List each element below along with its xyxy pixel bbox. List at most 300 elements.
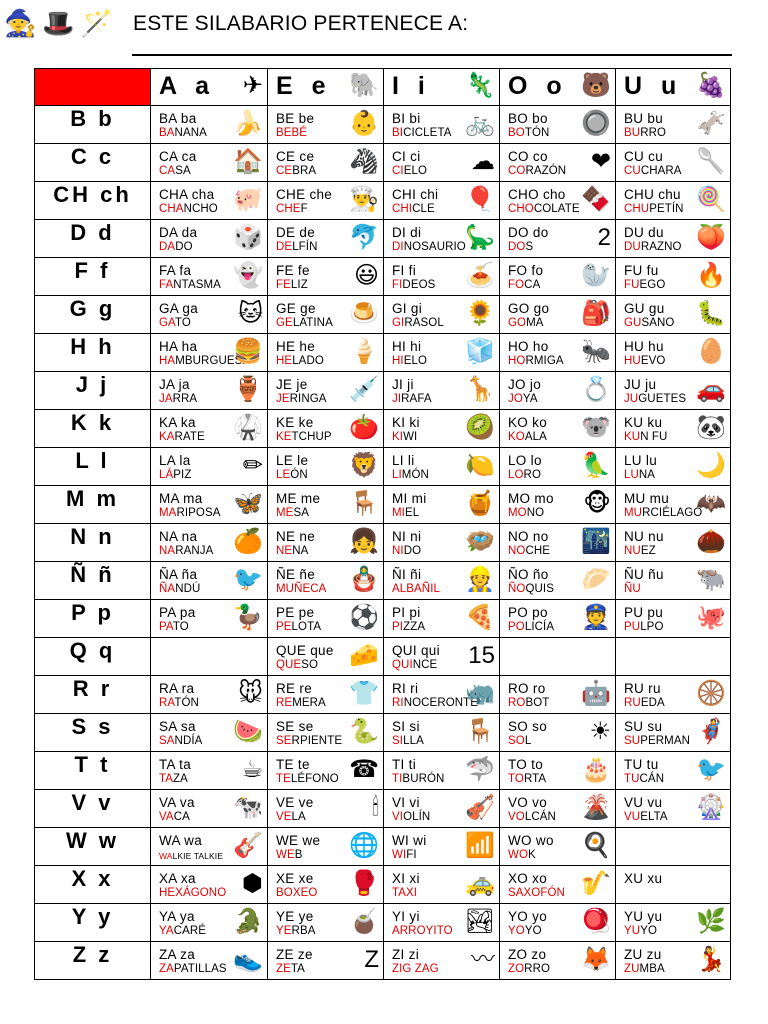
worm-icon: 🐛 xyxy=(696,300,726,327)
lemon-icon: 🍋 xyxy=(465,452,495,479)
word-rest: S xyxy=(525,241,534,253)
example-word xyxy=(392,469,429,481)
consonant-label: B b xyxy=(70,106,115,131)
word-rest: CA xyxy=(173,811,190,823)
word-highlight: GA xyxy=(159,317,175,329)
syllable-cell xyxy=(384,828,500,866)
word-rest: NCE xyxy=(412,659,438,671)
word-rest: RANJA xyxy=(175,545,214,557)
syllable-cell xyxy=(500,220,616,258)
word-highlight: MO xyxy=(508,507,527,519)
word-highlight: WO xyxy=(508,849,528,861)
banana-icon: 🍌 xyxy=(233,110,263,137)
consonant-label-cell xyxy=(35,600,151,638)
syllable-text: LA la xyxy=(159,453,191,468)
word-highlight: WA xyxy=(159,851,173,861)
example-word xyxy=(159,735,202,747)
word-rest: NDÍA xyxy=(174,735,203,747)
table-row xyxy=(35,144,731,182)
syllable-text: CA ca xyxy=(159,149,197,164)
word-highlight: FO xyxy=(508,279,525,291)
word-highlight: LO xyxy=(508,469,524,481)
syllable-cell xyxy=(268,676,384,714)
syllable-cell xyxy=(616,562,731,600)
word-rest: SA xyxy=(175,165,191,177)
example-word xyxy=(624,773,664,785)
dolphin-icon: 🐬 xyxy=(349,224,379,251)
yerba-icon: 🧉 xyxy=(349,908,379,935)
example-word xyxy=(508,583,554,595)
mouse-icon: 🐭 xyxy=(237,680,263,707)
syllable-cell xyxy=(616,220,731,258)
example-word xyxy=(276,317,333,329)
airplane-icon: ✈ xyxy=(242,72,263,99)
table-row xyxy=(35,524,731,562)
word-highlight: RE xyxy=(276,697,293,709)
syllable-cell xyxy=(616,410,731,448)
syllable-text: RI ri xyxy=(392,681,419,696)
syllable-text: YA ya xyxy=(159,909,195,924)
word-rest: TO xyxy=(174,317,191,329)
word-rest: RAFA xyxy=(401,393,432,405)
word-rest: DEOS xyxy=(402,279,436,291)
syllable-cell xyxy=(268,524,384,562)
example-word xyxy=(159,469,191,481)
syllable-text: YO yo xyxy=(508,909,548,924)
example-word xyxy=(508,773,546,785)
syllable-cell xyxy=(384,296,500,334)
syllable-text: RU ru xyxy=(624,681,661,696)
karate-icon: 🥋 xyxy=(233,414,263,441)
word-rest: RATE xyxy=(174,431,205,443)
example-word xyxy=(276,583,326,595)
syllable-cell xyxy=(616,106,731,144)
lollipop-icon: 🍭 xyxy=(696,186,726,213)
word-rest: NCHO xyxy=(183,203,218,215)
chair-icon: 🪑 xyxy=(465,718,495,745)
word-highlight: JU xyxy=(624,393,639,405)
yoyo-icon: 🪀 xyxy=(581,908,611,935)
example-word xyxy=(624,127,666,139)
example-word xyxy=(392,735,424,747)
table-row xyxy=(35,448,731,486)
name-blank-line xyxy=(132,54,732,56)
word-highlight: SO xyxy=(508,735,525,747)
syllable-text: NA na xyxy=(159,529,198,544)
word-highlight: GO xyxy=(508,317,527,329)
syllable-cell xyxy=(500,828,616,866)
syllable-text: JO jo xyxy=(508,377,542,392)
magician-icon: 🪄 xyxy=(80,8,114,38)
syllable-text: CHU chu xyxy=(624,187,681,202)
table-row xyxy=(35,714,731,752)
page-header xyxy=(0,0,768,68)
syllable-cell xyxy=(616,486,731,524)
consonant-label: S s xyxy=(71,714,114,739)
syllable-text: KO ko xyxy=(508,415,548,430)
word-highlight: PI xyxy=(392,621,404,633)
syllable-text: MU mu xyxy=(624,491,669,506)
word-rest: EL xyxy=(404,507,420,519)
consonant-label: Ñ ñ xyxy=(70,562,115,587)
word-rest: RO xyxy=(523,469,541,481)
number-two-icon: 2 xyxy=(597,224,611,251)
zumba-icon: 💃 xyxy=(696,946,726,973)
syllable-cell xyxy=(384,334,500,372)
word-highlight: MI xyxy=(392,507,405,519)
nest-icon: 🪺 xyxy=(465,528,495,555)
example-word xyxy=(624,583,641,595)
word-highlight: YA xyxy=(159,925,174,937)
word-rest: LA xyxy=(291,811,306,823)
syllable-cell xyxy=(384,676,500,714)
syllable-text: PA pa xyxy=(159,605,196,620)
example-word xyxy=(392,203,435,215)
example-word xyxy=(392,583,440,595)
syllable-cell xyxy=(151,676,268,714)
consonant-label-cell xyxy=(35,372,151,410)
magician-icon: 🧙 xyxy=(4,8,37,38)
wifi-icon: 📶 xyxy=(465,832,495,859)
orange-icon: 🍊 xyxy=(233,528,263,555)
word-rest: BOT xyxy=(525,697,550,709)
cat-icon: 🐱 xyxy=(237,300,263,327)
syllable-cell xyxy=(616,296,731,334)
word-rest: YO xyxy=(524,925,542,937)
word-rest: RAZÓN xyxy=(525,165,567,177)
word-highlight: HA xyxy=(159,355,176,367)
example-word xyxy=(276,545,308,557)
example-word xyxy=(159,621,189,633)
word-highlight: NI xyxy=(392,545,404,557)
word-highlight: LI xyxy=(392,469,402,481)
panda-icon: 🐼 xyxy=(696,414,726,441)
syllable-cell xyxy=(500,904,616,942)
word-rest: PETÍN xyxy=(649,203,684,215)
word-highlight: BU xyxy=(624,127,641,139)
syllable-cell xyxy=(384,410,500,448)
syllable-cell xyxy=(384,524,500,562)
sun-icon: ☀ xyxy=(589,718,611,745)
word-highlight: TAXI xyxy=(392,887,418,899)
syllable-text: ZE ze xyxy=(276,947,313,962)
syllable-cell xyxy=(151,106,268,144)
consonant-label-cell xyxy=(35,714,151,752)
word-rest: LIZ xyxy=(290,279,308,291)
syllable-text: MA ma xyxy=(159,491,203,506)
syllable-cell xyxy=(151,372,268,410)
word-highlight: CHI xyxy=(392,203,413,215)
consonant-label: Q q xyxy=(69,638,116,663)
syllable-text: TI ti xyxy=(392,757,416,772)
syllable-cell xyxy=(384,714,500,752)
word-rest: TO xyxy=(172,621,189,633)
word-rest: RRA xyxy=(172,393,198,405)
word-highlight: SA xyxy=(159,735,175,747)
word-rest: LOTA xyxy=(291,621,322,633)
dice-icon: 🎲 xyxy=(233,224,263,251)
syllable-text: HA ha xyxy=(159,339,198,354)
example-word xyxy=(392,659,437,671)
syllable-text: CHI chi xyxy=(392,187,439,202)
word-highlight: MA xyxy=(159,507,177,519)
word-rest: NTASMA xyxy=(173,279,221,291)
example-word xyxy=(159,851,223,861)
consonant-label-cell xyxy=(35,448,151,486)
word-highlight: ÑU xyxy=(624,583,641,595)
consonant-label-cell xyxy=(35,638,151,676)
example-word xyxy=(624,241,682,253)
syllable-cell xyxy=(268,486,384,524)
word-highlight: NA xyxy=(159,545,176,557)
word-highlight: TU xyxy=(624,773,640,785)
giraffe-icon: 🦒 xyxy=(465,376,495,403)
volcano-icon: 🌋 xyxy=(581,794,611,821)
consonant-label: D d xyxy=(70,220,115,245)
word-rest: DO xyxy=(175,241,193,253)
example-word xyxy=(276,431,332,443)
word-rest: RBA xyxy=(291,925,316,937)
syllable-text: WI wi xyxy=(392,833,427,848)
syllable-cell xyxy=(151,828,268,866)
example-word xyxy=(159,393,197,405)
word-highlight: MUÑECA xyxy=(276,583,327,595)
word-rest: PERMAN xyxy=(640,735,690,747)
ketchup-icon: 🍅 xyxy=(349,414,379,441)
syllable-text: VI vi xyxy=(392,795,420,810)
word-highlight: JO xyxy=(508,393,523,405)
syllable-cell xyxy=(500,410,616,448)
walnut-icon: 🌰 xyxy=(696,528,726,555)
syllable-cell xyxy=(500,942,616,980)
watermelon-icon: 🍉 xyxy=(233,718,263,745)
word-highlight: YE xyxy=(276,925,292,937)
vowel-header-cell xyxy=(616,69,731,106)
syllable-text: RO ro xyxy=(508,681,546,696)
word-rest: OLÍN xyxy=(403,811,431,823)
example-word xyxy=(159,925,206,937)
taxi-icon: 🚕 xyxy=(465,870,495,897)
word-highlight: LU xyxy=(624,469,639,481)
word-highlight: HO xyxy=(508,355,526,367)
word-rest: K xyxy=(528,849,536,861)
word-highlight: CA xyxy=(159,165,176,177)
example-word xyxy=(159,811,190,823)
word-highlight: ZO xyxy=(508,963,525,975)
monkey-icon: 🐵 xyxy=(583,490,611,517)
word-rest: ÓN xyxy=(290,469,308,481)
syllable-cell xyxy=(151,448,268,486)
spoon-icon: 🥄 xyxy=(696,148,726,175)
rhea-bird-icon: 🐦 xyxy=(233,566,263,593)
syllable-text: NO no xyxy=(508,529,549,544)
syllable-cell xyxy=(268,904,384,942)
word-highlight: TO xyxy=(508,773,524,785)
syllable-cell xyxy=(500,676,616,714)
syllable-cell xyxy=(384,562,500,600)
consonant-label: P p xyxy=(71,600,114,625)
syllable-text: YU yu xyxy=(624,909,663,924)
word-highlight: RA xyxy=(159,697,175,709)
word-rest: RINGA xyxy=(289,393,327,405)
example-word xyxy=(624,963,665,975)
seal-icon: 🦭 xyxy=(581,262,611,289)
syllable-text: TU tu xyxy=(624,757,659,772)
word-highlight: DO xyxy=(508,241,526,253)
word-rest: F xyxy=(300,203,308,215)
syllable-cell xyxy=(500,562,616,600)
ice-cream-icon: 🍦 xyxy=(349,338,379,365)
syllable-text: ZU zu xyxy=(624,947,662,962)
consonant-label: M m xyxy=(66,486,119,511)
word-highlight: BA xyxy=(159,127,175,139)
table-row xyxy=(35,828,731,866)
word-highlight: ÑA xyxy=(159,583,176,595)
syllable-cell xyxy=(500,752,616,790)
word-highlight: SE xyxy=(276,735,292,747)
word-highlight: GI xyxy=(392,317,405,329)
example-word xyxy=(392,811,430,823)
example-word xyxy=(276,241,318,253)
example-word xyxy=(159,431,205,443)
syllable-cell xyxy=(384,448,500,486)
syllable-text: HO ho xyxy=(508,339,549,354)
syllable-text: JE je xyxy=(276,377,308,392)
syllable-cell xyxy=(151,752,268,790)
example-word xyxy=(276,507,309,519)
word-highlight: JI xyxy=(392,393,402,405)
web-icon: 🌐 xyxy=(349,832,379,859)
syllable-text: TO to xyxy=(508,757,544,772)
example-word xyxy=(159,507,221,519)
word-rest: LADO xyxy=(292,355,324,367)
syllable-text: VE ve xyxy=(276,795,314,810)
word-rest: CHE xyxy=(525,545,551,557)
chef-icon: 👨‍🍳 xyxy=(349,186,379,213)
syllable-text: PI pi xyxy=(392,605,421,620)
syllable-text: SU su xyxy=(624,719,663,734)
syllable-text: XI xi xyxy=(392,871,420,886)
example-word xyxy=(508,963,550,975)
word-rest: NA xyxy=(638,469,656,481)
zebra-icon: 🦓 xyxy=(349,148,379,175)
word-rest: LKIE TALKIE xyxy=(172,851,223,861)
word-highlight: VI xyxy=(392,811,404,823)
example-word xyxy=(392,849,417,861)
syllable-text: YE ye xyxy=(276,909,314,924)
candle-icon: 🕯 xyxy=(372,794,379,821)
syllable-text: JU ju xyxy=(624,377,657,392)
syllable-text: ÑE ñe xyxy=(276,567,316,582)
hexagon-icon: ⬢ xyxy=(242,870,263,897)
table-row xyxy=(35,942,731,980)
example-word xyxy=(392,925,453,937)
syllable-text: ZA za xyxy=(159,947,196,962)
elephant-icon: 🐘 xyxy=(349,72,379,99)
vowel-header-cell xyxy=(151,69,268,106)
sky-icon: ☁ xyxy=(471,148,495,175)
example-word xyxy=(159,963,227,975)
word-rest: LÉFONO xyxy=(290,773,339,785)
magician-icon: 🎩 xyxy=(42,8,75,38)
vowel-header-cell xyxy=(500,69,616,106)
lion-icon: 🦁 xyxy=(349,452,379,479)
syllable-text: FU fu xyxy=(624,263,659,278)
table-row xyxy=(35,258,731,296)
syllable-cell xyxy=(268,600,384,638)
moon-icon: 🌙 xyxy=(696,452,726,479)
consonant-label-cell xyxy=(35,486,151,524)
vowel-header-cell xyxy=(268,69,384,106)
consonant-label: K k xyxy=(70,410,115,435)
syllable-cell xyxy=(151,296,268,334)
example-word xyxy=(624,203,684,215)
bear-icon: 🐻 xyxy=(581,72,611,99)
word-rest: TA xyxy=(290,963,305,975)
syllable-text: CHO cho xyxy=(508,187,566,202)
word-highlight: VU xyxy=(624,811,641,823)
consonant-label-cell xyxy=(35,144,151,182)
word-highlight: FE xyxy=(276,279,291,291)
syllable-cell xyxy=(500,334,616,372)
syllable-cell xyxy=(151,942,268,980)
wheel-icon: 🛞 xyxy=(696,680,726,707)
word-highlight: ZIG ZAG xyxy=(392,963,439,975)
robot-icon: 🤖 xyxy=(581,680,611,707)
example-word xyxy=(159,279,221,291)
fox-icon: 🦊 xyxy=(581,946,611,973)
example-word xyxy=(276,697,326,709)
example-word xyxy=(276,127,307,139)
syllable-cell xyxy=(151,486,268,524)
consonant-label: CH ch xyxy=(53,182,132,207)
consonant-label: L l xyxy=(75,448,110,473)
word-rest: LCÁN xyxy=(524,811,556,823)
word-rest: RTA xyxy=(523,773,547,785)
word-highlight: PE xyxy=(276,621,292,633)
syllable-cell xyxy=(384,638,500,676)
cup-icon: ☕ xyxy=(241,756,263,783)
house-icon: 🏠 xyxy=(233,148,263,175)
table-row xyxy=(35,904,731,942)
example-word xyxy=(508,507,544,519)
word-highlight: BOXEO xyxy=(276,887,318,899)
syllable-text: BO bo xyxy=(508,111,548,126)
word-highlight: DE xyxy=(276,241,293,253)
syllable-cell xyxy=(500,866,616,904)
sunflower-icon: 🌻 xyxy=(465,300,495,327)
cow-icon: 🐄 xyxy=(233,794,263,821)
syllable-text: ÑA ña xyxy=(159,567,198,582)
word-rest: MBURGUESA xyxy=(175,355,251,367)
example-word xyxy=(159,241,193,253)
syllable-text: DO do xyxy=(508,225,549,240)
syllable-cell xyxy=(500,106,616,144)
table-row xyxy=(35,562,731,600)
vowel-label: I i xyxy=(392,72,431,100)
word-rest: RRO xyxy=(640,127,667,139)
toucan-icon: 🐦 xyxy=(696,756,726,783)
syllable-text: ZO zo xyxy=(508,947,547,962)
grass-icon: 🌿 xyxy=(696,908,726,935)
cheese-icon: 🧀 xyxy=(349,642,379,669)
vowel-label: U u xyxy=(624,72,683,100)
consonant-label-cell xyxy=(35,106,151,144)
syllable-text: VU vu xyxy=(624,795,663,810)
syllable-cell xyxy=(384,220,500,258)
example-word xyxy=(508,393,538,405)
shark-icon: 🦈 xyxy=(465,756,495,783)
